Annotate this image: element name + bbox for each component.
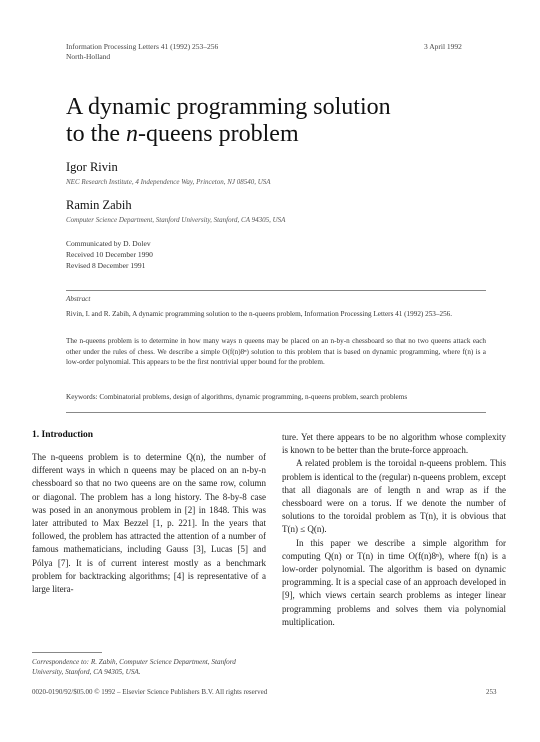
title-line-1: A dynamic programming solution (66, 94, 391, 120)
paragraph: The n-queens problem is to determine Q(n), the number of different ways in which n queens may be placed on an n-by-n chessboard so that no two queens are on the same row, column or diagonal. The problem has a long history. The 8-by-8 case was posed in an anonymous problem in [2] in 1848. This was later attributed to Max Bezzel [1, p. 221]. In the years that followed, the problem has attracted the attention of a number of famous mathematicians, including Gauss [3], Lucas [5] and Pólya [7]. It is of current interest mostly as a benchmark problem for backtracking algorithms; [4] is representative of a large litera- (32, 452, 266, 595)
abstract-top-rule (66, 290, 486, 291)
paper-title (66, 94, 391, 148)
author-affiliation: Computer Science Department, Stanford University, Stanford, CA 94305, USA (66, 216, 286, 224)
copyright-line: 0020-0190/92/$05.00 © 1992 – Elsevier Science Publishers B.V. All rights reserved (32, 688, 268, 696)
footnote-rule (32, 652, 102, 653)
revised-date: Revised 8 December 1991 (66, 261, 146, 270)
author-name: Ramin Zabih (66, 198, 132, 212)
section-heading: 1. Introduction (32, 430, 94, 440)
abstract-body: The n-queens problem is to determine in how many ways n queens may be placed on an n-by-n chessboard so that no two queens attack each other under the rules of chess. We describe a simple O(f(n)8ⁿ) solution to this problem that is based on dynamic programming, where f(n) is a low-order polynomial. This appears to be the first nontrivial upper bound for the problem. (66, 337, 486, 367)
abstract-keywords: Keywords: Combinatorial problems, design of algorithms, dynamic programming, n-queens problem, search problems (66, 393, 408, 401)
paragraph: A related problem is the toroidal n-queens problem. This problem is identical to the (regular) n-queens problem, except that all diagonals are of length n and wrap as if the chessboard were on a torus. If we denote the number of solutions to the toroidal problem as T(n), it is obvious that T(n) ≤ Q(n). (282, 458, 506, 535)
left-column (32, 451, 266, 596)
paragraph: In this paper we describe a simple algorithm for computing Q(n) or T(n) in time O(f(n)8ⁿ), where f(n) is a low-order polynomial. The algorithm is based on dynamic programming. It is a special case of an approach developed in [9], which views certain search problems as integer linear programming problems and solves them via polynomial multiplication. (282, 537, 506, 627)
abstract-citation: Rivin, I. and R. Zabih, A dynamic programming solution to the n-queens problem, Information Processing Letters 41 (1992) 253–256. (66, 310, 453, 318)
right-column (282, 431, 506, 629)
publisher: North-Holland (66, 52, 111, 61)
abstract-heading: Abstract (66, 295, 91, 303)
communicated-by: Communicated by D. Dolev (66, 239, 151, 248)
issue-date: 3 April 1992 (424, 42, 462, 51)
paragraph: ture. Yet there appears to be no algorithm whose complexity is known to be better than the brute-force approach. (282, 432, 506, 456)
correspondence-footnote: Correspondence to: R. Zabih, Computer Science Department, Stanford University, Stanford, CA 94305, USA. (32, 658, 236, 676)
title-line-2: to the n-queens problem (66, 121, 299, 147)
received-date: Received 10 December 1990 (66, 250, 153, 259)
journal-citation: Information Processing Letters 41 (1992) 253–256 (66, 42, 219, 51)
abstract-bottom-rule (66, 412, 486, 413)
author-affiliation: NEC Research Institute, 4 Independence Way, Princeton, NJ 08540, USA (66, 178, 271, 186)
author-name: Igor Rivin (66, 160, 118, 174)
article-history (66, 238, 153, 271)
page-number: 253 (486, 688, 497, 696)
